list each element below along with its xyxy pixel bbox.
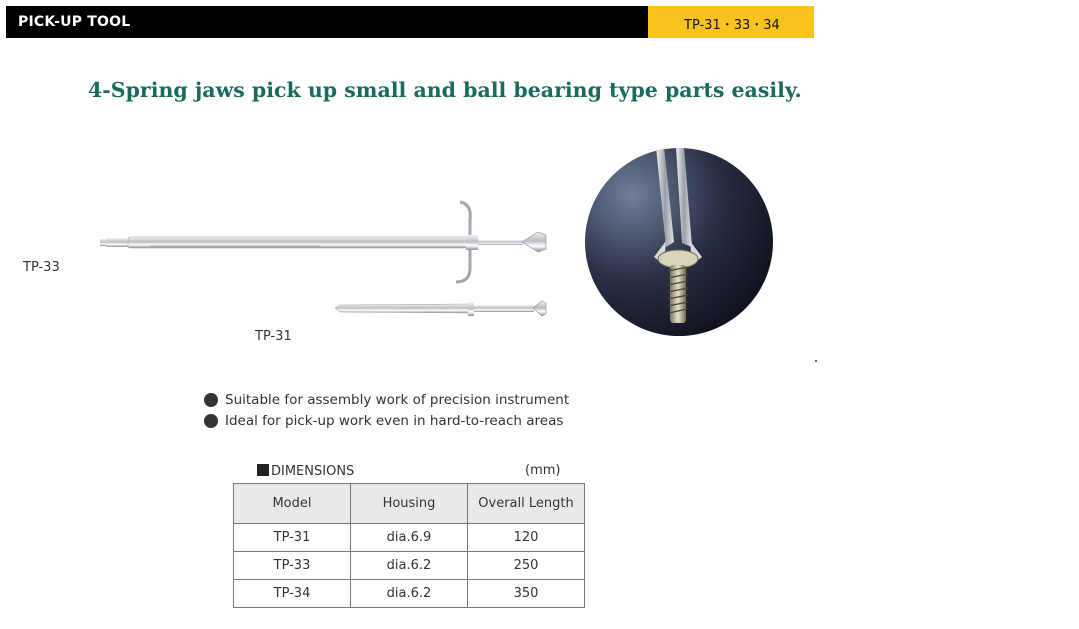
cell-model: TP-33 — [234, 552, 351, 580]
cell-length: 250 — [468, 552, 585, 580]
column-header-housing: Housing — [351, 484, 468, 524]
square-icon — [257, 464, 269, 476]
model-range-badge — [648, 6, 814, 38]
bullet-icon — [204, 393, 218, 407]
dimensions-unit: (mm) — [525, 463, 561, 478]
cell-housing: dia.6.9 — [351, 524, 468, 552]
table-header-row — [234, 484, 585, 524]
table-row — [234, 552, 585, 580]
tp31-tool-image — [335, 301, 546, 316]
cell-length: 120 — [468, 524, 585, 552]
table-row — [234, 580, 585, 608]
bullet-icon — [204, 414, 218, 428]
dimensions-heading — [257, 464, 354, 479]
column-header-length: Overall Length — [468, 484, 585, 524]
tp33-label: TP-33 — [23, 260, 60, 275]
dimensions-heading-text: DIMENSIONS — [271, 464, 355, 479]
cell-housing: dia.6.2 — [351, 580, 468, 608]
feature-text: Suitable for assembly work of precision instrument — [225, 392, 570, 408]
cell-model: TP-34 — [234, 580, 351, 608]
feature-text: Ideal for pick-up work even in hard-to-reach areas — [225, 413, 564, 429]
closeup-photo — [584, 147, 774, 337]
stray-dot — [815, 360, 817, 362]
cell-length: 350 — [468, 580, 585, 608]
tagline: 4-Spring jaws pick up small and ball bearing type parts easily. — [88, 78, 802, 102]
column-header-model: Model — [234, 484, 351, 524]
table-row — [234, 524, 585, 552]
tp33-tool-image — [100, 202, 546, 282]
cell-housing: dia.6.2 — [351, 552, 468, 580]
product-illustration — [90, 190, 560, 340]
cell-model: TP-31 — [234, 524, 351, 552]
dimensions-table — [233, 483, 585, 608]
model-range-label: TP-31・33・34 — [684, 18, 780, 33]
page-title: PICK-UP TOOL — [18, 14, 131, 30]
tp31-label: TP-31 — [255, 329, 292, 344]
